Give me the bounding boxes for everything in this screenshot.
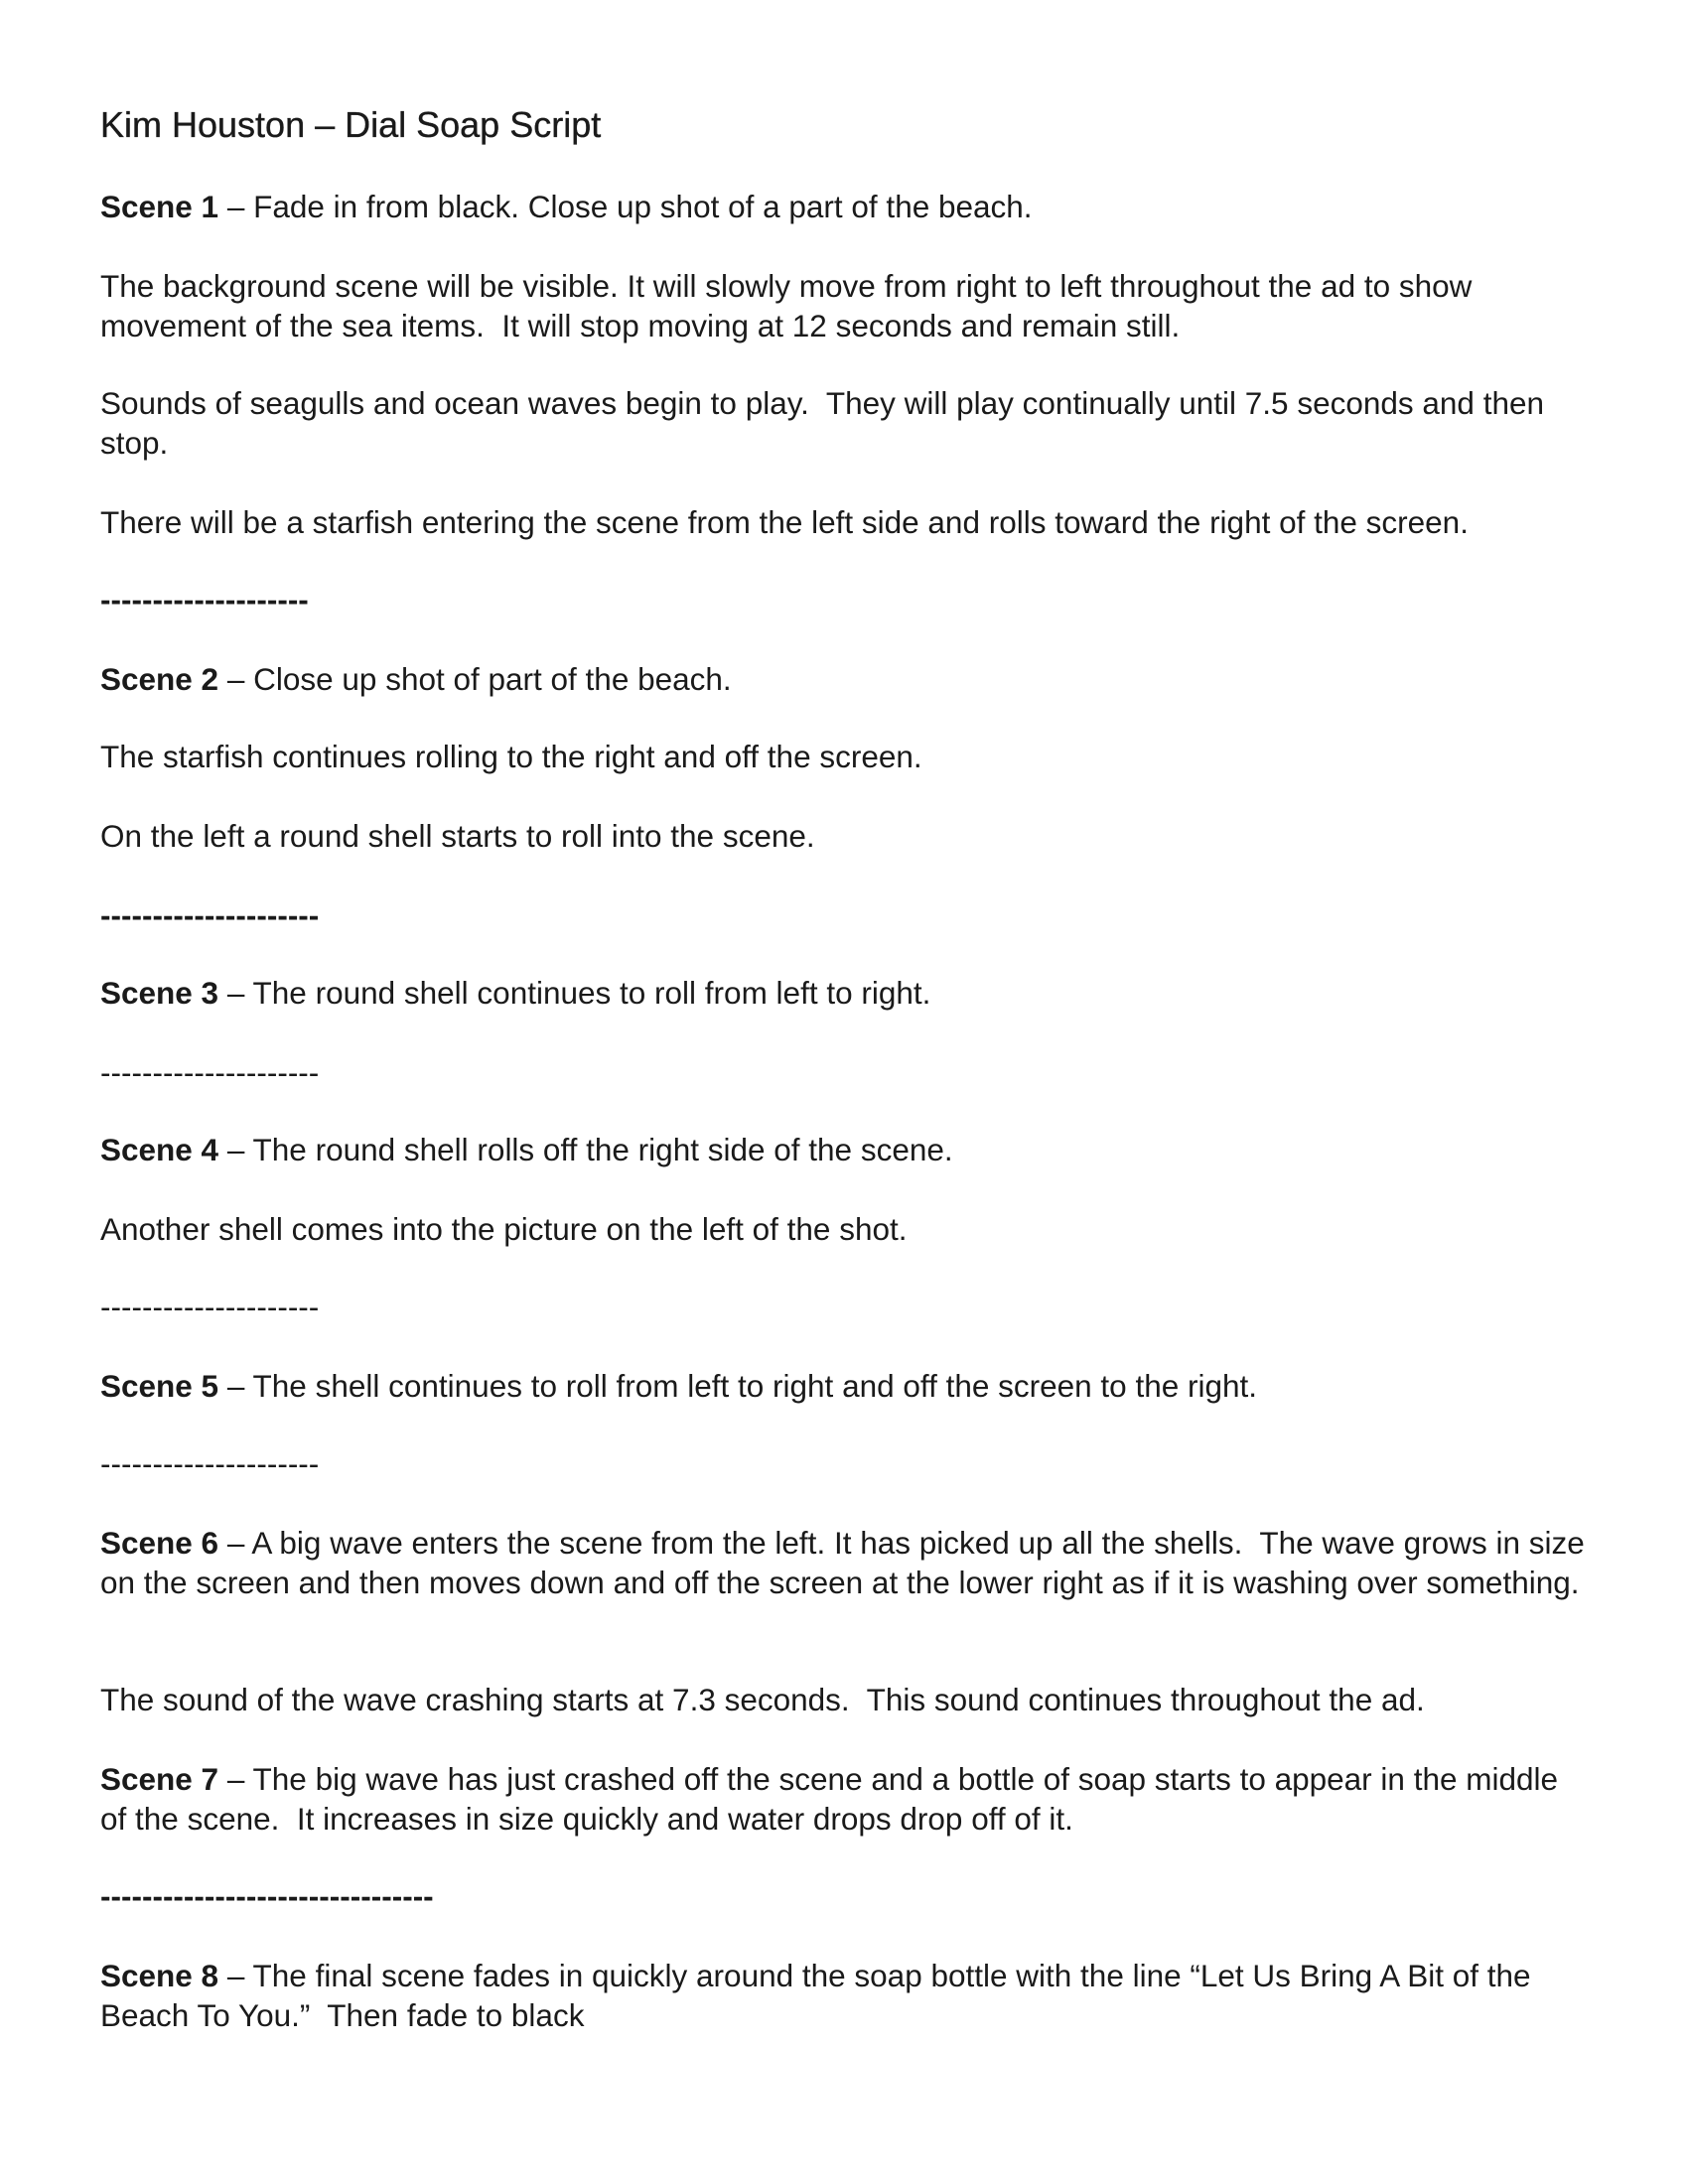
scene-2-heading — [100, 659, 1590, 699]
scene-6-heading — [100, 1523, 1594, 1602]
scene-2-label: Scene 2 — [100, 661, 219, 697]
separator: --------------------- — [100, 1054, 320, 1090]
scene-8-text: – The final scene fades in quickly around the soap bottle with the line “Let Us Bring A Bit of the Beach To You.” Then fade to black — [100, 1958, 1540, 2033]
document-title: Kim Houston – Dial Soap Script — [100, 104, 602, 145]
scene-2-paragraph-shell: On the left a round shell starts to roll into the scene. — [100, 818, 815, 854]
scene-7-heading — [100, 1759, 1590, 1839]
scene-8-label: Scene 8 — [100, 1958, 219, 1993]
scene-1-paragraph-sounds: Sounds of seagulls and ocean waves begin to play. They will play continually until 7.5 seconds and then stop. — [100, 385, 1553, 461]
scene-1-label: Scene 1 — [100, 189, 219, 224]
scene-6-text: – A big wave enters the scene from the left. It has picked up all the shells. The wave grows in size on the screen and then moves down and off the screen at the lower right as if it is washing over something. — [100, 1525, 1594, 1600]
scene-2-paragraph-starfish: The starfish continues rolling to the right and off the screen. — [100, 739, 922, 774]
scene-1-paragraph-starfish: There will be a starfish entering the scene from the left side and rolls toward the right of the screen. — [100, 504, 1469, 540]
scene-8-heading — [100, 1956, 1590, 2035]
scene-4-label: Scene 4 — [100, 1132, 219, 1167]
scene-6-label: Scene 6 — [100, 1525, 219, 1561]
scene-4-heading — [100, 1130, 1590, 1169]
separator: --------------------- — [100, 1445, 320, 1481]
separator: --------------------- — [100, 897, 320, 933]
separator: -------------------------------- — [100, 1878, 434, 1914]
scene-3-label: Scene 3 — [100, 975, 219, 1011]
scene-4-paragraph-shell: Another shell comes into the picture on the left of the shot. — [100, 1211, 908, 1247]
scene-7-text: – The big wave has just crashed off the scene and a bottle of soap starts to appear in the middle of the scene. It increases in size quickly and water drops drop off of it. — [100, 1761, 1567, 1837]
scene-4-text: – The round shell rolls off the right side of the scene. — [218, 1132, 953, 1167]
scene-5-label: Scene 5 — [100, 1368, 219, 1404]
scene-3-text: – The round shell continues to roll from left to right. — [218, 975, 931, 1011]
scene-2-text: – Close up shot of part of the beach. — [218, 661, 732, 697]
scene-6-paragraph-sound: The sound of the wave crashing starts at 7.3 seconds. This sound continues throughout the ad. — [100, 1682, 1425, 1717]
scene-5-text: – The shell continues to roll from left to right and off the screen to the right. — [218, 1368, 1258, 1404]
scene-1-heading — [100, 187, 1590, 226]
scene-5-heading — [100, 1366, 1590, 1406]
separator: --------------------- — [100, 1289, 320, 1324]
scene-3-heading — [100, 973, 1590, 1013]
scene-1-text: – Fade in from black. Close up shot of a part of the beach. — [218, 189, 1033, 224]
separator: -------------------- — [100, 582, 309, 617]
scene-7-label: Scene 7 — [100, 1761, 219, 1797]
scene-1-paragraph-background: The background scene will be visible. It will slowly move from right to left throughout the ad to show movement of the sea items. It will stop moving at 12 seconds and remain still. — [100, 268, 1481, 343]
